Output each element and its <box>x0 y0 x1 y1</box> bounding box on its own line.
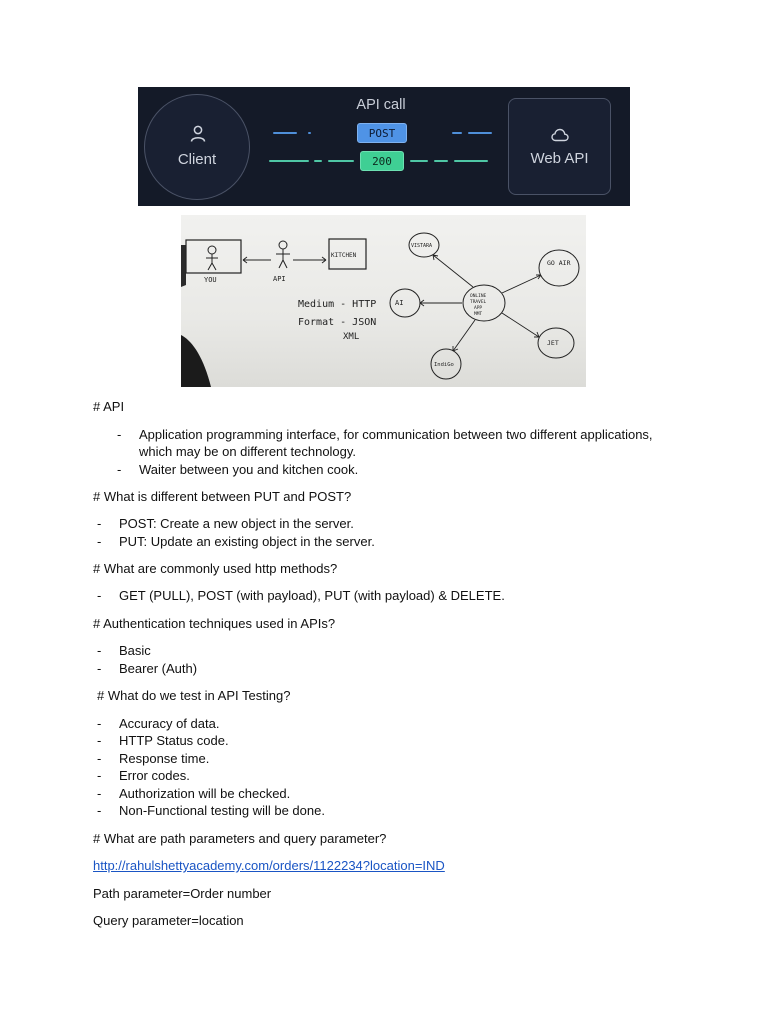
example-url-link[interactable]: http://rahulshettyacademy.com/orders/1122234?location=IND <box>93 858 445 873</box>
bullet-dash: - <box>97 733 102 748</box>
you-api-arrow <box>243 257 271 263</box>
methods-bullet-1: GET (PULL), POST (with payload), PUT (with payload) & DELETE. <box>119 588 505 603</box>
bullet-dash: - <box>97 661 102 676</box>
bullet-dash: - <box>97 516 102 531</box>
testing-bullet-5: Authorization will be checked. <box>119 786 291 801</box>
response-line-right2 <box>434 160 448 162</box>
whiteboard-drawing <box>181 215 586 387</box>
request-dot <box>308 132 311 134</box>
center-label-3: APP <box>474 306 483 311</box>
presenter-edge <box>181 245 186 287</box>
api-bullet-1: Application programming interface, for communication between two different applications, <box>139 427 653 442</box>
person-icon <box>190 125 206 143</box>
web-api-label: Web API <box>530 150 589 167</box>
bullet-dash: - <box>97 588 102 603</box>
response-line-right <box>410 160 428 162</box>
api-call-banner <box>138 87 630 206</box>
api-bullet-2: Waiter between you and kitchen cook. <box>139 462 359 477</box>
request-line-end <box>468 132 492 134</box>
you-label: YOU <box>204 276 217 284</box>
jet-arrow <box>502 313 539 337</box>
api-heading: # API <box>93 399 125 414</box>
bullet-dash: - <box>117 427 122 442</box>
auth-bullet-1: Basic <box>119 643 151 658</box>
jet-label: JET <box>547 339 559 347</box>
web-api-node <box>508 98 611 195</box>
bullet-dash: - <box>97 768 102 783</box>
bullet-dash: - <box>97 751 102 766</box>
put-post-bullet-2: PUT: Update an existing object in the server. <box>119 534 375 549</box>
api-stick-figure <box>279 241 287 249</box>
response-line-mid2 <box>328 160 354 162</box>
indigo-arrow <box>453 320 475 351</box>
query-parameter-text: Query parameter=location <box>93 913 244 928</box>
testing-bullet-3: Response time. <box>119 751 210 766</box>
cloud-icon <box>551 128 569 142</box>
center-label-2: TRAVEL <box>470 300 487 305</box>
goair-label: GO AIR <box>547 259 571 267</box>
center-label-1: ONLINE <box>470 294 487 299</box>
indigo-label: IndiGo <box>434 362 454 368</box>
status-200-badge: 200 <box>360 151 404 171</box>
client-label: Client <box>177 151 217 168</box>
you-stick-body <box>206 254 218 270</box>
api-label: API <box>273 275 286 283</box>
request-line-right <box>452 132 462 134</box>
auth-heading: # Authentication techniques used in APIs? <box>93 616 336 631</box>
response-line-mid <box>314 160 322 162</box>
goair-arrow <box>502 275 541 293</box>
api-bullet-1-cont: which may be on different technology. <box>139 444 357 459</box>
format-note: Format - JSON <box>298 317 377 328</box>
params-heading: # What are path parameters and query parameter? <box>93 831 387 846</box>
methods-heading: # What are commonly used http methods? <box>93 561 338 576</box>
you-box <box>186 240 241 273</box>
testing-heading: # What do we test in API Testing? <box>97 688 291 703</box>
whiteboard-photo <box>181 215 586 387</box>
auth-bullet-2: Bearer (Auth) <box>119 661 198 676</box>
post-method-badge: POST <box>357 123 407 143</box>
testing-bullet-2: HTTP Status code. <box>119 733 229 748</box>
put-post-heading: # What is different between PUT and POST? <box>93 489 352 504</box>
response-line <box>269 160 309 162</box>
ai-arrow <box>420 300 462 306</box>
put-post-bullet-1: POST: Create a new object in the server. <box>119 516 354 531</box>
presenter-silhouette <box>181 335 211 387</box>
medium-note: Medium - HTTP <box>298 299 377 310</box>
center-label-4: MMT <box>474 312 483 317</box>
bullet-dash: - <box>97 716 102 731</box>
ai-label: AI <box>395 299 404 307</box>
xml-note: XML <box>343 332 360 342</box>
bullet-dash: - <box>97 534 102 549</box>
path-parameter-text: Path parameter=Order number <box>93 886 272 901</box>
bullet-dash: - <box>97 643 102 658</box>
vistara-arrow <box>433 255 473 287</box>
bullet-dash: - <box>97 786 102 801</box>
goair-node <box>539 250 579 286</box>
kitchen-label: KITCHEN <box>331 252 357 259</box>
api-stick-body <box>276 249 290 268</box>
response-line-end <box>454 160 488 162</box>
testing-bullet-6: Non-Functional testing will be done. <box>119 803 325 818</box>
api-kitchen-arrow <box>293 257 326 263</box>
bullet-dash: - <box>117 462 122 477</box>
testing-bullet-1: Accuracy of data. <box>119 716 220 731</box>
testing-bullet-4: Error codes. <box>119 768 190 783</box>
request-line <box>273 132 297 134</box>
bullet-dash: - <box>97 803 102 818</box>
api-call-title: API call <box>356 97 406 113</box>
you-stick-figure <box>208 246 216 254</box>
vistara-label: VISTARA <box>411 243 433 249</box>
client-node <box>144 94 250 200</box>
